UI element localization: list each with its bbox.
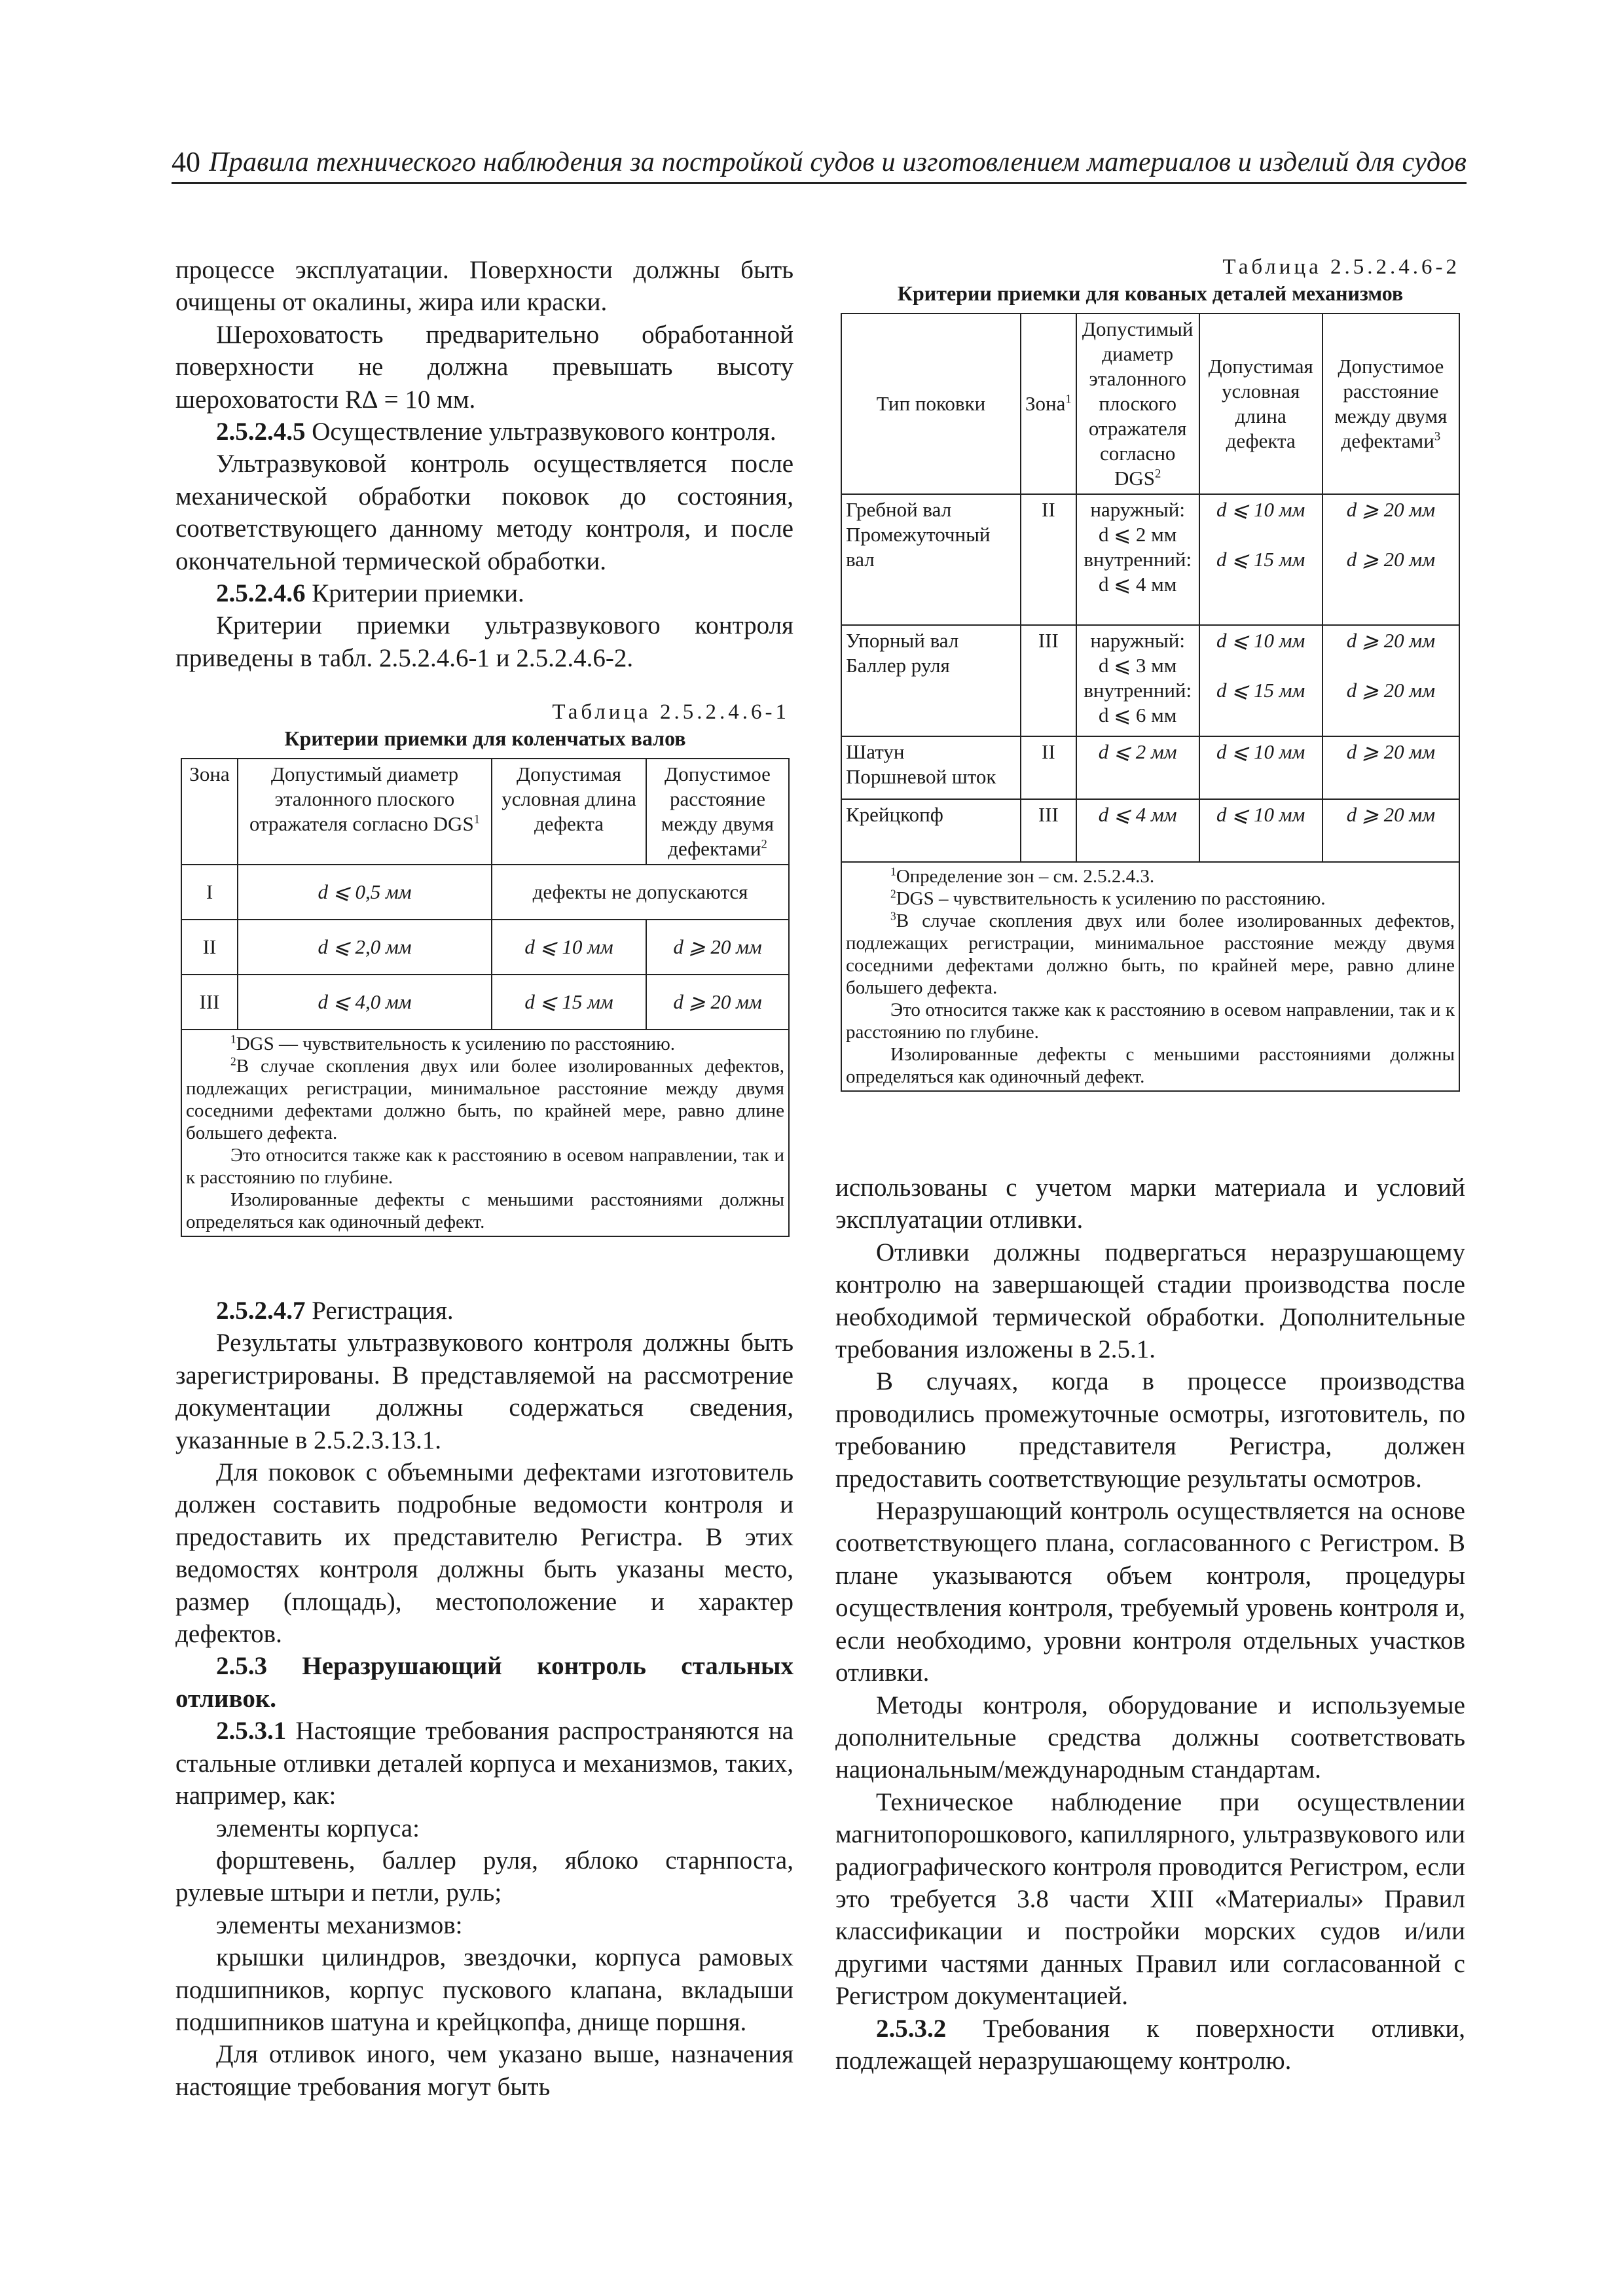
clause-number: 2.5.2.4.5 bbox=[216, 418, 306, 446]
table-row bbox=[181, 865, 789, 920]
paragraph: использованы с учетом марки материала и условий эксплуатации отливки. bbox=[835, 1174, 1465, 1234]
clause-text: Требования к поверхности отливки, подлежащей неразрушающему контролю. bbox=[835, 2014, 1465, 2075]
paragraph: В случаях, когда в процессе производства проводились промежуточные осмотры, изготовитель, по требованию представителя Регистра, должен предоставить соответствующие результаты осмотров. bbox=[835, 1367, 1465, 1493]
cell: наружный: d ⩽ 2 мм внутренний: d ⩽ 4 мм bbox=[1076, 494, 1199, 625]
table-title: Критерии приемки для кованых деталей механизмов bbox=[897, 281, 1404, 305]
cell: II bbox=[1021, 736, 1076, 799]
table-title: Критерии приемки для коленчатых валов bbox=[284, 726, 686, 750]
cell: III bbox=[1021, 799, 1076, 862]
clause-text: Регистрация. bbox=[305, 1297, 454, 1325]
note: $^3$В случае скопления двух или более изолированных дефектов, подлежащих регистрации, минимальное расстояние между двумя соседними дефектами должно быть, по крайней мере, равно длине большего дефекта. bbox=[846, 909, 1455, 998]
table-row bbox=[181, 920, 789, 975]
cell: Упорный вал Баллер руля bbox=[841, 625, 1021, 736]
header-cell: Допустимое расстояние между двумя дефектами$^2$ bbox=[646, 759, 789, 865]
paragraph: Техническое наблюдение при осуществлении магнитопорошкового, капиллярного, ультразвукового или радиографического контроля проводится Регистром, если это требуется 3.8 части XIII «Материалы» Правил классификации и постройки морских судов и/или другими частями данных Правил или согласованной с Регистром документацией. bbox=[835, 1787, 1465, 2011]
cell: d ⩽ 2 мм bbox=[1076, 736, 1199, 799]
cell: d ⩽ 2,0 мм bbox=[238, 920, 492, 975]
cell: d ⩽ 10 мм d ⩽ 15 мм bbox=[1199, 625, 1322, 736]
table-notes-row bbox=[181, 1030, 789, 1236]
paragraph: Шероховатость предварительно обработанной поверхности не должна превышать высоту шероховатости R∆ = 10 мм. bbox=[175, 320, 793, 414]
paragraph bbox=[175, 1715, 793, 1812]
paragraph bbox=[175, 416, 793, 448]
table-notes-row bbox=[841, 862, 1459, 1091]
cell: d ⩽ 4,0 мм bbox=[238, 975, 492, 1030]
cell: d ⩾ 20 мм bbox=[646, 975, 789, 1030]
page-number: 40 bbox=[172, 146, 200, 178]
clause-number: 2.5.3.2 bbox=[876, 2014, 947, 2043]
header-cell: Тип поковки bbox=[841, 314, 1021, 494]
header-cell: Допустимый диаметр эталонного плоского отражателя согласно DGS$^1$ bbox=[238, 759, 492, 865]
cell: наружный: d ⩽ 3 мм внутренний: d ⩽ 6 мм bbox=[1076, 625, 1199, 736]
cell: d ⩽ 4 мм bbox=[1076, 799, 1199, 862]
cell: Шатун Поршневой шток bbox=[841, 736, 1021, 799]
note: Изолированные дефекты с меньшими расстояниями должны определяться как одиночный дефект. bbox=[846, 1044, 1455, 1087]
cell: III bbox=[1021, 625, 1076, 736]
paragraph: Методы контроля, оборудование и используемые дополнительные средства должны соответствовать национальным/международным стандартам. bbox=[835, 1691, 1465, 1784]
running-title: Правила технического наблюдения за постройкой судов и изготовлением материалов и изделий для судов bbox=[209, 147, 1467, 177]
paragraph: форштевень, баллер руля, яблоко старнпоста, рулевые штыри и петли, руль; bbox=[175, 1846, 793, 1907]
table-notes bbox=[181, 1030, 789, 1236]
clause-number: 2.5.3.1 bbox=[216, 1717, 287, 1746]
cell: d ⩾ 20 мм bbox=[646, 920, 789, 975]
paragraph: Критерии приемки ультразвукового контроля приведены в табл. 2.5.2.4.6-1 и 2.5.2.4.6-2. bbox=[175, 611, 793, 672]
header-cell: Допустимая условная длина дефекта bbox=[1199, 314, 1322, 494]
cell: d ⩽ 10 мм bbox=[1199, 736, 1322, 799]
header-cell: Допустимое расстояние между двумя дефектами$^3$ bbox=[1322, 314, 1459, 494]
cell: d ⩾ 20 мм bbox=[1322, 736, 1459, 799]
clause-number: 2.5.2.4.6 bbox=[216, 579, 306, 608]
clause-text: Критерии приемки. bbox=[305, 579, 524, 608]
note: $^2$DGS – чувствительность к усилению по расстоянию. bbox=[890, 887, 1326, 909]
note: $^2$В случае скопления двух или более изолированных дефектов, подлежащих регистрации, минимальное расстояние между двумя соседними дефектами должно быть, по крайней мере, равно длине большего дефекта. bbox=[186, 1054, 784, 1143]
table-row bbox=[841, 494, 1459, 625]
right-column bbox=[835, 1172, 1465, 2077]
header-cell: Допустимая условная длина дефекта bbox=[492, 759, 646, 865]
paragraph: Ультразвуковой контроль осуществляется после механической обработки поковок до состояния, соответствующего данному методу контроля, и после окончательной термической обработки. bbox=[175, 450, 793, 575]
paragraph: Неразрушающий контроль осуществляется на основе соответствующего плана, согласованного с Регистром. В плане указываются объем контроля, процедуры осуществления контроля, требуемый уровень контроля и, если необходимо, уровни контроля отдельных участков отливки. bbox=[835, 1497, 1465, 1687]
table-block-2 bbox=[841, 254, 1460, 1092]
paragraph: Результаты ультразвукового контроля должны быть зарегистрированы. В представляемой на рассмотрение документации должны содержаться сведения, указанные в 2.5.2.3.13.1. bbox=[175, 1329, 793, 1454]
table-row bbox=[181, 975, 789, 1030]
note: Это относится также как к расстоянию в осевом направлении, так и к расстоянию по глубине. bbox=[846, 999, 1455, 1043]
cell: d ⩽ 10 мм bbox=[492, 920, 646, 975]
table-caption: Таблица 2.5.2.4.6-1 bbox=[552, 700, 790, 724]
cell: III bbox=[181, 975, 238, 1030]
table-block-1 bbox=[181, 699, 790, 1237]
cell: Гребной вал Промежуточный вал bbox=[841, 494, 1021, 625]
cell: d ⩾ 20 мм d ⩾ 20 мм bbox=[1322, 494, 1459, 625]
note: $^1$Определение зон – см. 2.5.2.4.3. bbox=[890, 865, 1155, 887]
note: $^1$DGS — чувствительность к усилению по расстоянию. bbox=[230, 1032, 676, 1054]
paragraph: крышки цилиндров, звездочки, корпуса рамовых подшипников, корпус пускового клапана, вкладыши подшипников шатуна и крейцкопфа, днище поршня. bbox=[175, 1943, 793, 2036]
cell: d ⩾ 20 мм d ⩾ 20 мм bbox=[1322, 625, 1459, 736]
paragraph: Отливки должны подвергаться неразрушающему контролю на завершающей стадии производства после необходимой термической обработки. Дополнительные требования изложены в 2.5.1. bbox=[835, 1238, 1465, 1364]
cell: d ⩽ 15 мм bbox=[492, 975, 646, 1030]
paragraph bbox=[175, 1295, 793, 1327]
table-row bbox=[841, 625, 1459, 736]
cell: d ⩽ 10 мм d ⩽ 15 мм bbox=[1199, 494, 1322, 625]
left-column-top bbox=[175, 254, 793, 674]
header-cell: Зона bbox=[181, 759, 238, 865]
paragraph: элементы корпуса: bbox=[216, 1814, 420, 1842]
section-heading: 2.5.3 Неразрушающий контроль стальных отливок. bbox=[175, 1652, 793, 1713]
paragraph: Для поковок с объемными дефектами изготовитель должен составить подробные ведомости контроля и предоставить их представителю Регистра. В этих ведомостях контроля должны быть указаны место, размер (площадь), местоположение и характер дефектов. bbox=[175, 1458, 793, 1649]
table-header-row bbox=[841, 314, 1459, 494]
table-caption: Таблица 2.5.2.4.6-2 bbox=[1222, 255, 1460, 279]
cell: дефекты не допускаются bbox=[492, 865, 789, 920]
clause-number: 2.5.2.4.7 bbox=[216, 1297, 306, 1325]
cell: Крейцкопф bbox=[841, 799, 1021, 862]
left-column-bottom bbox=[175, 1295, 793, 2103]
cell: d ⩽ 10 мм bbox=[1199, 799, 1322, 862]
paragraph: элементы механизмов: bbox=[216, 1910, 463, 1939]
cell: II bbox=[181, 920, 238, 975]
table-row bbox=[841, 799, 1459, 862]
table-row bbox=[841, 736, 1459, 799]
table-notes bbox=[841, 862, 1459, 1091]
running-header bbox=[172, 143, 1467, 184]
table-header-row bbox=[181, 759, 789, 865]
paragraph bbox=[835, 2013, 1465, 2077]
note: Это относится также как к расстоянию в осевом направлении, так и к расстоянию по глубине. bbox=[186, 1145, 784, 1188]
clause-text: Настоящие требования распространяются на стальные отливки деталей корпуса и механизмов, таких, например, как: bbox=[175, 1717, 793, 1810]
cell: d ⩾ 20 мм bbox=[1322, 799, 1459, 862]
note: Изолированные дефекты с меньшими расстояниями должны определяться как одиночный дефект. bbox=[186, 1189, 784, 1232]
clause-text: Осуществление ультразвукового контроля. bbox=[305, 418, 776, 446]
forged-parts-criteria-table bbox=[841, 313, 1460, 1092]
paragraph bbox=[175, 577, 793, 609]
header-cell: Допустимый диаметр эталонного плоского отражателя согласно DGS$^2$ bbox=[1076, 314, 1199, 494]
paragraph: Для отливок иного, чем указано выше, назначения настоящие требования могут быть bbox=[175, 2040, 793, 2101]
cell: d ⩽ 0,5 мм bbox=[238, 865, 492, 920]
header-cell: Зона$^1$ bbox=[1021, 314, 1076, 494]
paragraph: процессе эксплуатации. Поверхности должны быть очищены от окалины, жира или краски. bbox=[175, 256, 793, 317]
cell: I bbox=[181, 865, 238, 920]
cell: II bbox=[1021, 494, 1076, 625]
crankshaft-criteria-table bbox=[181, 758, 790, 1237]
